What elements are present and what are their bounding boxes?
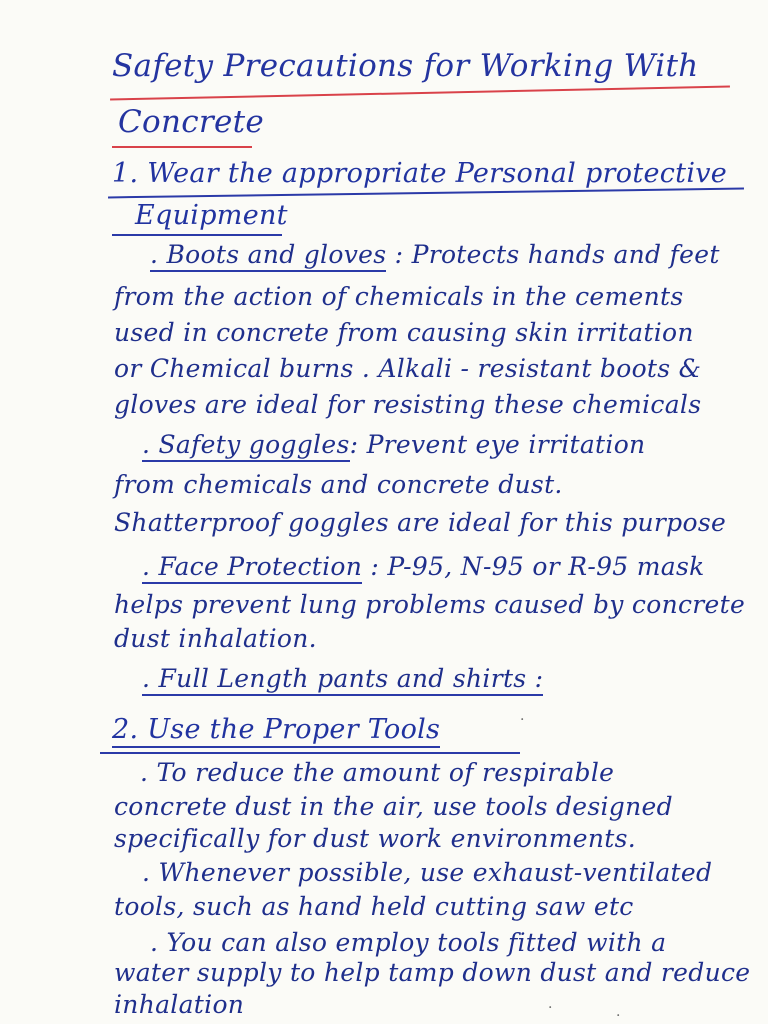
item-label: . Full Length pants and shirts : (142, 664, 543, 696)
item-separator: : (349, 430, 367, 459)
title-underline-red-2 (112, 146, 252, 148)
section-2-line: . To reduce the amount of respirable (140, 758, 615, 787)
section-2-line: specifically for dust work environments. (114, 824, 637, 853)
item-text: Prevent eye irritation (366, 430, 646, 459)
item-text-line: or Chemical burns . Alkali - resistant boots & (114, 354, 702, 383)
page-speck: · (520, 712, 525, 728)
item-text-line: helps prevent lung problems caused by concrete (114, 590, 746, 619)
section-2-line: . You can also employ tools fitted with a (150, 928, 667, 957)
section-1-heading: 1. Wear the appropriate Personal protective (112, 158, 728, 189)
section-1-heading-underline-2 (112, 234, 282, 236)
section-2-line: . Whenever possible, use exhaust-ventilated (142, 858, 713, 887)
page-speck: · (548, 1000, 553, 1016)
page-speck: · (616, 1008, 621, 1024)
page-title-line-1: Safety Precautions for Working With (112, 48, 699, 84)
item-safety-goggles (142, 430, 645, 459)
item-full-length-pants (142, 664, 543, 693)
item-text-line: from the action of chemicals in the cements (114, 282, 684, 311)
item-text-line: used in concrete from causing skin irritation (114, 318, 694, 347)
section-2-line: inhalation (114, 990, 245, 1019)
section-2-line: tools, such as hand held cutting saw etc (114, 892, 634, 921)
item-label: . Boots and gloves (150, 240, 386, 272)
item-text-line: Shatterproof goggles are ideal for this purpose (114, 508, 727, 537)
section-1-heading-underline (108, 188, 744, 199)
item-text-line: dust inhalation. (114, 624, 317, 653)
section-2-line: concrete dust in the air, use tools designed (114, 792, 673, 821)
item-text: P-95, N-95 or R-95 mask (387, 552, 705, 581)
item-boots-gloves (150, 240, 720, 269)
section-2-heading (112, 714, 440, 745)
page-title-line-2: Concrete (118, 104, 265, 140)
item-label: . Face Protection (142, 552, 362, 584)
item-label: . Safety goggles (142, 430, 350, 462)
item-text: Protects hands and feet (411, 240, 720, 269)
item-face-protection (142, 552, 705, 581)
section-1-heading-line-2: Equipment (135, 200, 288, 231)
title-underline-red (110, 86, 730, 101)
section-2-heading-text: 2. Use the Proper Tools (112, 714, 440, 748)
item-text-line: from chemicals and concrete dust. (114, 470, 563, 499)
item-separator: : (386, 240, 412, 269)
item-text-line: gloves are ideal for resisting these chemicals (114, 390, 702, 419)
section-2-heading-underline (100, 752, 520, 754)
item-separator: : (362, 552, 388, 581)
section-2-line: water supply to help tamp down dust and reduce (114, 958, 751, 987)
